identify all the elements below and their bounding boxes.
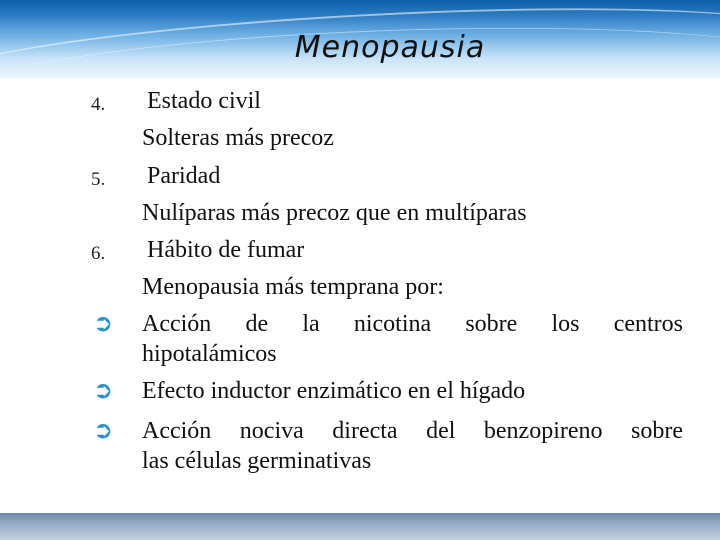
list-heading: Hábito de fumar bbox=[147, 237, 305, 263]
footer-bar bbox=[0, 513, 720, 540]
arrow-bullet-icon: ➲ bbox=[93, 309, 114, 337]
list-heading: Paridad bbox=[147, 163, 221, 189]
bullet-line: Acción de la nicotina sobre los centros bbox=[142, 311, 683, 337]
list-number: 5. bbox=[91, 169, 106, 190]
list-number: 4. bbox=[91, 94, 106, 115]
bullet-line: Efecto inductor enzimático en el hígado bbox=[142, 378, 526, 404]
list-detail: Menopausia más temprana por: bbox=[142, 274, 444, 300]
bullet-line: las células germinativas bbox=[142, 448, 372, 474]
list-detail: Solteras más precoz bbox=[142, 125, 334, 151]
slide-title: Menopausia bbox=[294, 30, 486, 65]
list-heading: Estado civil bbox=[147, 88, 261, 114]
bullet-line: hipotalámicos bbox=[142, 341, 277, 367]
list-detail: Nulíparas más precoz que en multíparas bbox=[142, 200, 527, 226]
arrow-bullet-icon: ➲ bbox=[93, 416, 114, 444]
bullet-line: Acción nociva directa del benzopireno sobre bbox=[142, 418, 683, 444]
arrow-bullet-icon: ➲ bbox=[93, 376, 114, 404]
list-number: 6. bbox=[91, 243, 106, 264]
